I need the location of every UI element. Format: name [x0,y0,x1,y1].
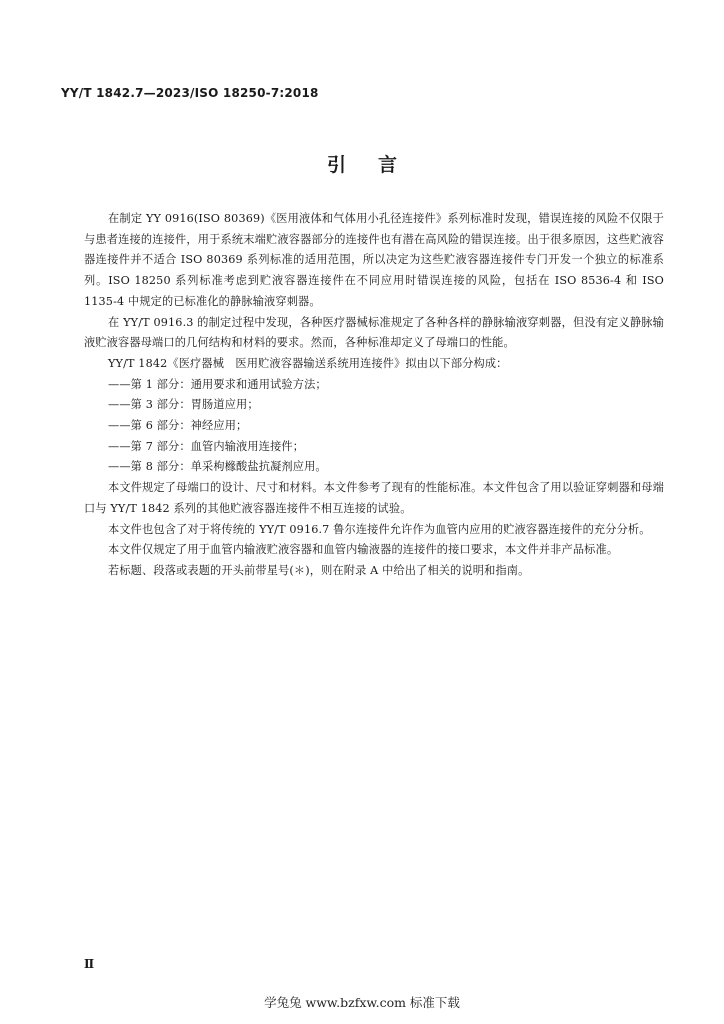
footer-watermark: 学兔兔 www.bzfxw.com 标准下载 [264,995,460,1010]
standard-code-header: YY/T 1842.7—2023/ISO 18250-7:2018 [61,86,319,100]
list-item-part-3: ——第 3 部分：胃肠道应用； [108,398,259,412]
intro-paragraph-7: 若标题、段落或表题的开头前带星号(＊)，则在附录 A 中给出了相关的说明和指南。 [108,563,530,577]
intro-paragraph-1: 在制定 YY 0916(ISO 80369)《医用液体和气体用小孔径连接件》系列标准时发现，错误连接的风险不仅限于与患者连接的连接件，用于系统末端贮液容器部分的连接件也有潜在高风险的错误连接。出于很多原因，这些贮液容器连接件并不适合 ISO 80369 系列标准的适用范围，所以决定为这些贮液容器连接件专门开发一个独立的标准系列。ISO 18250 系列标准考虑到贮液容器连接件在不同应用时错误连接的风险，包括在 ISO 8536-4 和 ISO 1135-4 中规定的已标准化的静脉输液穿刺器。 [84,212,664,308]
intro-paragraph-2: 在 YY/T 0916.3 的制定过程中发现，各种医疗器械标准规定了各种各样的静脉输液穿刺器，但没有定义静脉输液贮液容器母端口的几何结构和材料的要求。然而，各种标准却定义了母端口的性能。 [84,315,664,350]
intro-paragraph-3: YY/T 1842《医疗器械 医用贮液容器输送系统用连接件》拟由以下部分构成： [108,356,508,370]
page-title: 引言 [326,154,429,176]
list-item-part-6: ——第 6 部分：神经应用； [108,419,248,433]
list-item-part-8: ——第 8 部分：单采枸橼酸盐抗凝剂应用。 [108,460,327,474]
intro-paragraph-4: 本文件规定了母端口的设计、尺寸和材料。本文件参考了现有的性能标准。本文件包含了用以验证穿刺器和母端口与 YY/T 1842 系列的其他贮液容器连接件不相互连接的试验。 [84,481,664,515]
document-body [84,209,664,582]
parts-list [84,375,664,479]
list-item-part-7: ——第 7 部分：血管内输液用连接件； [108,439,305,453]
intro-paragraph-6: 本文件仅规定了用于血管内输液贮液容器和血管内输液器的连接件的接口要求，本文件并非产品标准。 [108,543,619,557]
page-number: Ⅱ [84,957,95,971]
intro-paragraph-5: 本文件也包含了对于将传统的 YY/T 0916.7 鲁尔连接件允许作为血管内应用的贮液容器连接件的充分分析。 [108,522,651,536]
list-item-part-1: ——第 1 部分：通用要求和通用试验方法； [108,377,327,391]
